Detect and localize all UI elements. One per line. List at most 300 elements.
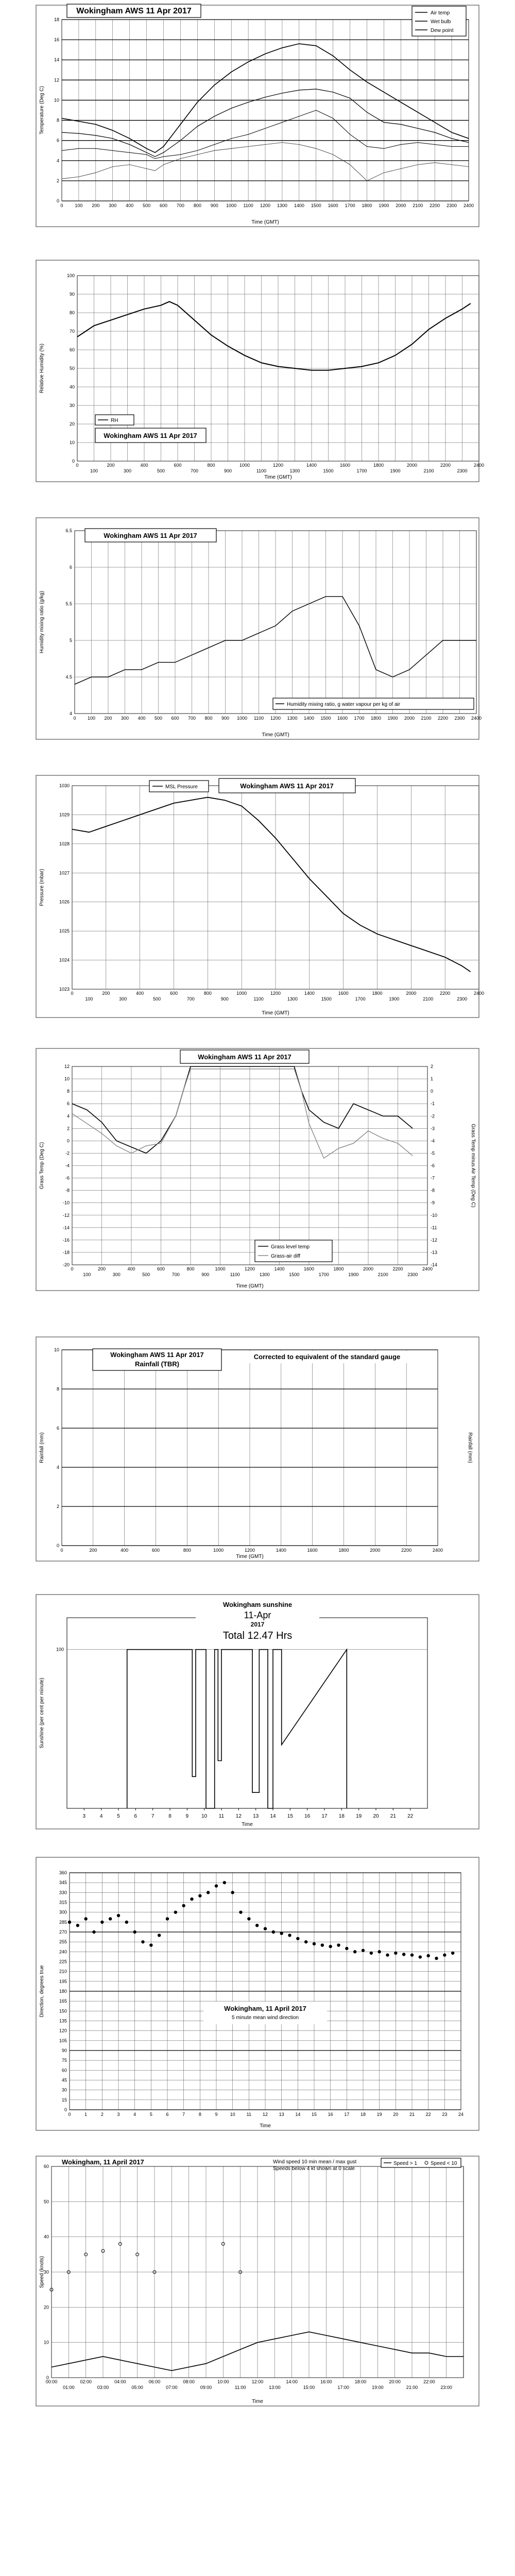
x-tick-label: 16 [304, 1814, 311, 1819]
x-tick-label: 2100 [413, 203, 423, 208]
y-right-axis-label: Rainfall (mm) [467, 1432, 473, 1463]
x-tick-label: 1500 [323, 468, 334, 473]
x-tick-label: 19:00 [372, 2385, 384, 2390]
x-tick-label: 6 [134, 1814, 138, 1819]
x-tick-label: 18 [338, 1814, 345, 1819]
y-tick-label: 40 [43, 2234, 49, 2240]
wind-direction-point [174, 1910, 177, 1913]
y-tick-label: 5.5 [65, 601, 72, 606]
x-axis-label: Time (GMT) [264, 474, 292, 480]
y-tick-label: 10 [64, 1076, 70, 1082]
x-tick-label: 2300 [454, 716, 465, 721]
x-tick-label: 1200 [244, 1548, 255, 1553]
x-tick-label: 1000 [226, 203, 237, 208]
y-tick-label: 1025 [59, 928, 70, 934]
x-tick-label: 06:00 [148, 2379, 161, 2384]
wind-direction-point [141, 1940, 144, 1943]
x-tick-label: 17 [321, 1814, 328, 1819]
x-tick-label: 300 [119, 996, 127, 1002]
chart-annotation: Corrected to equivalent of the standard gauge [253, 1353, 401, 1361]
y-tick-label: 8 [56, 1386, 59, 1392]
x-tick-label: 4 [133, 2112, 136, 2117]
x-tick-label: 12:00 [251, 2379, 264, 2384]
y-tick-label: 6 [69, 565, 72, 570]
x-tick-label: 800 [193, 203, 201, 208]
x-tick-label: 4 [99, 1814, 103, 1819]
y-tick-label: 135 [59, 2018, 67, 2024]
x-tick-label: 400 [140, 463, 148, 468]
x-tick-label: 3 [117, 2112, 120, 2117]
y-tick-label: 5 [69, 638, 72, 643]
y-tick-label: 1030 [59, 783, 70, 788]
x-tick-label: 9 [215, 2112, 218, 2117]
x-tick-label: 1100 [230, 1272, 240, 1277]
y-tick-label: 4 [66, 1113, 70, 1119]
y-right-tick-label: -7 [431, 1175, 435, 1181]
x-tick-label: 14 [295, 2112, 301, 2117]
wind-direction-point [443, 1954, 446, 1957]
chart-title: Wokingham AWS 11 Apr 2017 [240, 782, 334, 790]
y-right-tick-label: -5 [431, 1150, 435, 1156]
x-tick-label: 2200 [437, 716, 449, 721]
y-axis-label: Humidity mixing ratio (g/kg) [39, 590, 45, 654]
x-axis-label: Time (GMT) [251, 219, 279, 225]
x-tick-label: 1600 [339, 463, 351, 468]
x-tick-label: 200 [107, 463, 115, 468]
y-tick-label: 4 [69, 711, 72, 716]
x-tick-label: 1300 [287, 996, 298, 1002]
legend-label: Speed < 10 [431, 2161, 457, 2166]
y-tick-label: 4 [56, 158, 59, 163]
y-tick-label: 15 [61, 2097, 67, 2103]
x-tick-label: 17 [344, 2112, 350, 2117]
x-tick-label: 0 [71, 991, 74, 996]
x-tick-label: 500 [154, 716, 163, 721]
x-tick-label: 21:00 [406, 2385, 418, 2390]
x-tick-label: 800 [183, 1548, 191, 1553]
chart-title: Wokingham AWS 11 Apr 2017 [104, 432, 197, 439]
x-tick-label: 400 [136, 991, 144, 996]
y-tick-label: 270 [59, 1929, 67, 1935]
x-tick-label: 700 [171, 1272, 180, 1277]
y-tick-label: 4.5 [65, 674, 72, 680]
y-tick-label: 10 [69, 440, 75, 445]
x-tick-label: 1100 [256, 468, 267, 473]
y-tick-label: 0 [66, 1138, 70, 1144]
x-tick-label: 22 [425, 2112, 431, 2117]
x-tick-label: 1500 [289, 1272, 300, 1277]
y-tick-label: 10 [54, 1347, 59, 1352]
y-tick-label: 100 [66, 273, 75, 278]
wind-direction-point [215, 1884, 218, 1887]
x-tick-label: 19 [356, 1814, 362, 1819]
wind-direction-point [370, 1952, 373, 1955]
x-tick-label: 18:00 [354, 2379, 367, 2384]
chart-year: 2017 [250, 1621, 265, 1628]
x-tick-label: 13:00 [269, 2385, 281, 2390]
y-tick-label: 2 [56, 1504, 59, 1509]
wind-direction-point [288, 1934, 291, 1937]
y-tick-label: 1026 [59, 899, 70, 905]
x-tick-label: 100 [83, 1272, 91, 1277]
x-tick-label: 200 [89, 1548, 97, 1553]
legend-label: Grass level temp [271, 1244, 310, 1250]
x-tick-label: 1300 [287, 716, 298, 721]
x-tick-label: 1200 [260, 203, 271, 208]
x-tick-label: 200 [92, 203, 100, 208]
x-tick-label: 18 [360, 2112, 366, 2117]
x-tick-label: 9 [185, 1814, 189, 1819]
y-tick-label: 120 [59, 2028, 67, 2033]
wind-direction-point [190, 1897, 193, 1901]
x-axis-label: Time (GMT) [236, 1283, 264, 1289]
x-tick-label: 1500 [321, 996, 332, 1002]
x-tick-label: 2300 [457, 468, 468, 473]
wind-direction-point [264, 1927, 267, 1930]
x-tick-label: 2300 [457, 996, 468, 1002]
x-tick-label: 1400 [306, 463, 317, 468]
y-right-tick-label: -1 [431, 1101, 435, 1107]
y-right-tick-label: 1 [431, 1076, 434, 1082]
x-tick-label: 11 [218, 1814, 225, 1819]
x-tick-label: 20:00 [389, 2379, 401, 2384]
x-tick-label: 200 [102, 991, 110, 996]
x-tick-label: 1900 [387, 716, 398, 721]
y-right-axis-label: Grass Temp minus Air Temp (Deg C) [470, 1124, 476, 1208]
x-tick-label: 1600 [328, 203, 338, 208]
y-tick-label: 360 [59, 1870, 67, 1875]
x-tick-label: 600 [151, 1548, 160, 1553]
y-right-tick-label: -6 [431, 1163, 435, 1168]
wind-direction-point [313, 1942, 316, 1945]
x-tick-label: 2200 [430, 203, 440, 208]
legend-label: Air temp [431, 10, 450, 16]
x-tick-label: 7 [182, 2112, 185, 2117]
y-tick-label: 0 [72, 459, 75, 464]
x-tick-label: 00:00 [45, 2379, 58, 2384]
x-tick-label: 10:00 [217, 2379, 229, 2384]
y-tick-label: 10 [54, 97, 59, 103]
y-tick-label: 6 [56, 138, 59, 143]
wind-direction-point [410, 1954, 414, 1957]
x-tick-label: 300 [121, 716, 129, 721]
x-tick-label: 1700 [356, 468, 367, 473]
y-tick-label: 0 [56, 198, 59, 204]
x-tick-label: 1100 [253, 996, 264, 1002]
x-tick-label: 02:00 [80, 2379, 92, 2384]
y-tick-label: 100 [56, 1647, 64, 1652]
chart-title: Wokingham, 11 April 2017 [224, 2005, 306, 2012]
x-tick-label: 3 [82, 1814, 86, 1819]
x-tick-label: 700 [187, 716, 196, 721]
y-right-tick-label: -13 [431, 1249, 438, 1255]
x-tick-label: 500 [157, 468, 165, 473]
y-right-tick-label: -14 [431, 1262, 438, 1267]
x-tick-label: 900 [221, 716, 230, 721]
x-tick-label: 1800 [338, 1548, 349, 1553]
y-axis-label: Pressure (mbar) [39, 869, 45, 906]
y-tick-label: 6.5 [65, 528, 72, 533]
x-tick-label: 24 [458, 2112, 464, 2117]
chart-title: Wokingham AWS 11 Apr 2017 [104, 532, 197, 539]
x-tick-label: 15 [287, 1814, 293, 1819]
wind-direction-point [76, 1924, 79, 1927]
legend-label: Humidity mixing ratio, g water vapour per kg of air [287, 702, 401, 707]
y-tick-label: 20 [69, 421, 75, 427]
wind-direction-point [296, 1937, 299, 1940]
x-tick-label: 800 [203, 991, 212, 996]
x-tick-label: 20 [393, 2112, 399, 2117]
y-axis-label: Speed (knots) [39, 2256, 45, 2289]
x-tick-label: 300 [123, 468, 132, 473]
x-tick-label: 1400 [276, 1548, 286, 1553]
x-tick-label: 1400 [294, 203, 304, 208]
wind-direction-point [198, 1894, 201, 1897]
x-tick-label: 13 [279, 2112, 284, 2117]
x-tick-label: 23:00 [440, 2385, 452, 2390]
y-tick-label: 1027 [59, 870, 70, 876]
legend-label: MSL Pressure [165, 784, 198, 790]
y-tick-label: -18 [62, 1249, 70, 1255]
x-tick-label: 2 [100, 2112, 104, 2117]
wind-direction-point [435, 1957, 438, 1960]
x-tick-label: 1500 [311, 203, 321, 208]
x-tick-label: 1500 [320, 716, 331, 721]
wind-direction-point [231, 1891, 234, 1894]
y-tick-label: 195 [59, 1978, 67, 1984]
x-tick-label: 1600 [307, 1548, 318, 1553]
y-tick-label: 6 [66, 1101, 70, 1107]
x-tick-label: 200 [97, 1266, 106, 1272]
y-tick-label: 50 [43, 2199, 49, 2205]
x-tick-label: 1300 [259, 1272, 270, 1277]
wind-direction-point [158, 1934, 161, 1937]
y-tick-label: -4 [65, 1163, 70, 1168]
x-tick-label: 1800 [372, 991, 383, 996]
x-tick-label: 1400 [303, 716, 315, 721]
x-tick-label: 17:00 [337, 2385, 349, 2390]
x-tick-label: 1400 [274, 1266, 285, 1272]
wind-direction-point [68, 1921, 71, 1924]
x-tick-label: 1300 [277, 203, 287, 208]
chart-subtitle: 5 minute mean wind direction [231, 2015, 299, 2021]
x-tick-label: 1000 [215, 1266, 226, 1272]
y-tick-label: 180 [59, 1989, 67, 1994]
x-tick-label: 16 [328, 2112, 333, 2117]
x-tick-label: 2100 [423, 468, 434, 473]
wind-direction-point [377, 1950, 381, 1953]
x-tick-label: 800 [207, 463, 215, 468]
x-axis-label: Time (GMT) [262, 1010, 289, 1016]
chart-title: Wokingham AWS 11 Apr 2017 [76, 7, 192, 15]
y-axis-label: Temperature (Deg C) [39, 86, 45, 134]
x-tick-label: 15:00 [303, 2385, 315, 2390]
x-tick-label: 12 [235, 1814, 242, 1819]
x-tick-label: 22 [407, 1814, 414, 1819]
x-tick-label: 400 [121, 1548, 129, 1553]
y-tick-label: 50 [69, 366, 75, 371]
y-right-tick-label: -4 [431, 1138, 435, 1144]
chart-annotation: Wind speed 10 min mean / max gust [273, 2159, 357, 2165]
y-axis-label: Sunshine (per cent per minute) [39, 1677, 45, 1749]
wind-direction-point [426, 1954, 430, 1957]
x-tick-label: 100 [75, 203, 83, 208]
x-tick-label: 600 [171, 716, 179, 721]
x-tick-label: 2100 [421, 716, 432, 721]
y-tick-label: -14 [62, 1225, 70, 1230]
y-tick-label: 1024 [59, 957, 70, 963]
x-tick-label: 1700 [355, 996, 366, 1002]
y-right-tick-label: -11 [431, 1225, 437, 1230]
y-tick-label: 330 [59, 1890, 67, 1895]
wind-direction-point [353, 1950, 356, 1953]
y-tick-label: 90 [69, 292, 75, 297]
x-tick-label: 1600 [338, 991, 349, 996]
y-tick-label: -6 [65, 1175, 70, 1181]
x-tick-label: 1900 [390, 468, 401, 473]
y-tick-label: 2 [66, 1126, 70, 1131]
y-right-tick-label: -2 [431, 1113, 435, 1119]
y-tick-label: 20 [43, 2304, 49, 2310]
wind-direction-point [386, 1954, 389, 1957]
x-tick-label: 2000 [396, 203, 406, 208]
y-tick-label: -2 [65, 1150, 70, 1156]
x-tick-label: 14 [270, 1814, 276, 1819]
wind-direction-point [109, 1917, 112, 1920]
x-tick-label: 2300 [447, 203, 457, 208]
wind-direction-point [362, 1949, 365, 1952]
y-tick-label: 255 [59, 1939, 67, 1945]
chart-annotation: Speeds below 4 kt shown at 0 scale [273, 2166, 355, 2172]
wind-direction-point [280, 1931, 283, 1935]
x-tick-label: 0 [60, 203, 63, 208]
x-tick-label: 11:00 [234, 2385, 246, 2390]
x-tick-label: 11 [246, 2112, 252, 2117]
x-tick-label: 2100 [377, 1272, 388, 1277]
wind-direction-point [149, 1943, 152, 1946]
x-tick-label: 1800 [373, 463, 384, 468]
legend-label: Grass-air diff [271, 1253, 301, 1259]
legend-label: Speed > 1 [393, 2161, 417, 2166]
wind-direction-point [239, 1910, 242, 1913]
x-tick-label: 400 [138, 716, 146, 721]
wind-direction-point [304, 1940, 307, 1943]
x-tick-label: 1200 [270, 991, 281, 996]
x-tick-label: 6 [166, 2112, 169, 2117]
y-tick-label: 60 [69, 347, 75, 352]
x-tick-label: 1100 [243, 203, 253, 208]
y-tick-label: 60 [43, 2164, 49, 2169]
wind-direction-point [223, 1881, 226, 1884]
x-tick-label: 0 [73, 716, 76, 721]
y-axis-label: Relative Humidity (%) [39, 343, 45, 394]
y-tick-label: 60 [61, 2067, 67, 2073]
chart-date: 11-Apr [244, 1610, 271, 1620]
x-tick-label: 21 [390, 1814, 396, 1819]
y-right-tick-label: -10 [431, 1212, 438, 1218]
x-tick-label: 2000 [363, 1266, 374, 1272]
x-tick-label: 12 [262, 2112, 268, 2117]
y-tick-label: 1028 [59, 841, 70, 846]
x-tick-label: 1400 [304, 991, 315, 996]
x-tick-label: 22:00 [423, 2379, 435, 2384]
x-tick-label: 1000 [239, 463, 250, 468]
x-tick-label: 500 [153, 996, 161, 1002]
x-tick-label: 700 [190, 468, 199, 473]
x-tick-label: 100 [90, 468, 98, 473]
y-tick-label: 90 [61, 2048, 67, 2053]
x-tick-label: 5 [149, 2112, 152, 2117]
wind-direction-point [337, 1943, 340, 1946]
y-tick-label: 0 [56, 1543, 59, 1548]
x-tick-label: 2200 [440, 463, 451, 468]
chart-title: Wokingham AWS 11 Apr 2017 [198, 1053, 291, 1061]
x-tick-label: 0 [68, 2112, 71, 2117]
x-tick-label: 20 [373, 1814, 379, 1819]
y-tick-label: 315 [59, 1900, 67, 1905]
x-tick-label: 8 [198, 2112, 201, 2117]
x-axis-label: Time [242, 1822, 253, 1827]
x-tick-label: 2400 [432, 1548, 443, 1553]
x-tick-label: 2200 [401, 1548, 412, 1553]
x-tick-label: 500 [142, 1272, 150, 1277]
y-tick-label: 6 [56, 1426, 59, 1431]
y-tick-label: 2 [56, 178, 59, 183]
x-tick-label: 600 [169, 991, 178, 996]
wind-direction-point [255, 1924, 259, 1927]
x-tick-label: 7 [151, 1814, 154, 1819]
y-tick-label: 240 [59, 1949, 67, 1955]
wind-direction-point [329, 1945, 332, 1948]
x-tick-label: 01:00 [63, 2385, 75, 2390]
x-tick-label: 15 [311, 2112, 317, 2117]
x-tick-label: 10 [230, 2112, 235, 2117]
legend-label: Wet bulb [431, 19, 451, 25]
x-tick-label: 2200 [440, 991, 451, 996]
x-tick-label: 1900 [389, 996, 400, 1002]
y-tick-label: 300 [59, 1909, 67, 1915]
y-tick-label: 345 [59, 1880, 67, 1886]
y-tick-label: -10 [62, 1200, 70, 1206]
y-tick-label: 150 [59, 2008, 67, 2014]
y-tick-label: 75 [61, 2058, 67, 2063]
wind-direction-point [117, 1914, 120, 1917]
plot-area [67, 1618, 427, 1808]
y-tick-label: 165 [59, 1998, 67, 2004]
wind-direction-point [345, 1947, 348, 1950]
x-tick-label: 1100 [253, 716, 264, 721]
x-tick-label: 04:00 [114, 2379, 126, 2384]
x-tick-label: 300 [112, 1272, 121, 1277]
wind-direction-point [402, 1953, 405, 1956]
y-right-tick-label: -12 [431, 1237, 438, 1243]
x-tick-label: 21 [409, 2112, 415, 2117]
y-tick-label: 12 [54, 77, 59, 83]
y-right-tick-label: -9 [431, 1200, 435, 1206]
y-right-tick-label: -3 [431, 1126, 435, 1131]
x-tick-label: 07:00 [166, 2385, 178, 2390]
x-tick-label: 2300 [407, 1272, 418, 1277]
x-tick-label: 1200 [270, 716, 281, 721]
x-tick-label: 2000 [370, 1548, 381, 1553]
x-tick-label: 600 [157, 1266, 165, 1272]
x-tick-label: 14:00 [286, 2379, 298, 2384]
wind-direction-point [133, 1930, 136, 1934]
y-axis-label: Grass Temp (Deg C) [39, 1142, 45, 1190]
x-tick-label: 600 [159, 203, 168, 208]
wind-direction-point [321, 1943, 324, 1946]
y-right-tick-label: 2 [431, 1064, 434, 1069]
